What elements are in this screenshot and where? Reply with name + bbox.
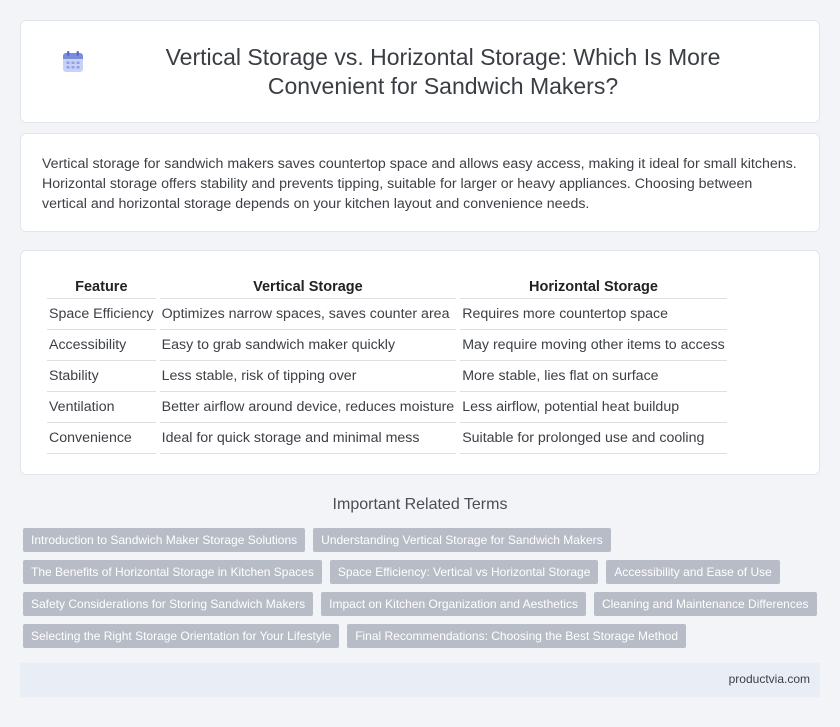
related-term-tag[interactable]: Accessibility and Ease of Use: [606, 560, 779, 584]
related-term-tag[interactable]: Selecting the Right Storage Orientation for Your Lifestyle: [23, 624, 339, 648]
calendar-icon: [61, 50, 85, 74]
related-terms-list: [23, 528, 823, 656]
page-title: Vertical Storage vs. Horizontal Storage: Which Is More Convenient for Sandwich Makers?: [165, 44, 721, 99]
column-header-horizontal: Horizontal Storage: [460, 275, 727, 299]
table-cell: More stable, lies flat on surface: [460, 361, 727, 392]
tag-row: [23, 528, 823, 552]
footer-bar: [20, 663, 820, 697]
table-cell: Better airflow around device, reduces moisture: [160, 392, 457, 423]
table-row: [47, 299, 727, 330]
table-cell: Less stable, risk of tipping over: [160, 361, 457, 392]
footer-site-link[interactable]: productvia.com: [728, 672, 810, 686]
table-cell: Less airflow, potential heat buildup: [460, 392, 727, 423]
table-cell: Ventilation: [47, 392, 156, 423]
related-term-tag[interactable]: Space Efficiency: Vertical vs Horizontal Storage: [330, 560, 599, 584]
table-row: [47, 330, 727, 361]
tag-row: [23, 560, 823, 584]
related-term-tag[interactable]: Cleaning and Maintenance Differences: [594, 592, 817, 616]
column-header-vertical: Vertical Storage: [160, 275, 457, 299]
table-cell: Convenience: [47, 423, 156, 454]
tag-row: [23, 592, 823, 616]
table-cell: Stability: [47, 361, 156, 392]
table-cell: Suitable for prolonged use and cooling: [460, 423, 727, 454]
table-row: [47, 423, 727, 454]
table-row: [47, 392, 727, 423]
tag-row: [23, 624, 823, 648]
related-term-tag[interactable]: Understanding Vertical Storage for Sandwich Makers: [313, 528, 610, 552]
related-term-tag[interactable]: Introduction to Sandwich Maker Storage Solutions: [23, 528, 305, 552]
related-term-tag[interactable]: Final Recommendations: Choosing the Best Storage Method: [347, 624, 686, 648]
header-card: [20, 20, 820, 123]
related-term-tag[interactable]: Safety Considerations for Storing Sandwich Makers: [23, 592, 313, 616]
column-header-feature: Feature: [47, 275, 156, 299]
related-terms-title: Important Related Terms: [332, 496, 508, 513]
table-row: [47, 361, 727, 392]
table-cell: May require moving other items to access: [460, 330, 727, 361]
related-term-tag[interactable]: Impact on Kitchen Organization and Aesthetics: [321, 592, 586, 616]
intro-paragraph: Vertical storage for sandwich makers saves countertop space and allows easy access, making it ideal for small kitchens. Horizontal storage offers stability and prevents tipping, suitable for larger or heavy appliances. Choosing between vertical and horizontal storage depends on your kitchen layout and convenience needs.: [42, 156, 797, 212]
table-cell: Space Efficiency: [47, 299, 156, 330]
intro-card: [20, 133, 820, 232]
table-cell: Ideal for quick storage and minimal mess: [160, 423, 457, 454]
comparison-card: [20, 250, 820, 475]
table-cell: Accessibility: [47, 330, 156, 361]
related-term-tag[interactable]: The Benefits of Horizontal Storage in Kitchen Spaces: [23, 560, 322, 584]
table-cell: Requires more countertop space: [460, 299, 727, 330]
table-header-row: [47, 275, 727, 299]
table-cell: Easy to grab sandwich maker quickly: [160, 330, 457, 361]
comparison-table: [43, 275, 731, 454]
table-cell: Optimizes narrow spaces, saves counter area: [160, 299, 457, 330]
